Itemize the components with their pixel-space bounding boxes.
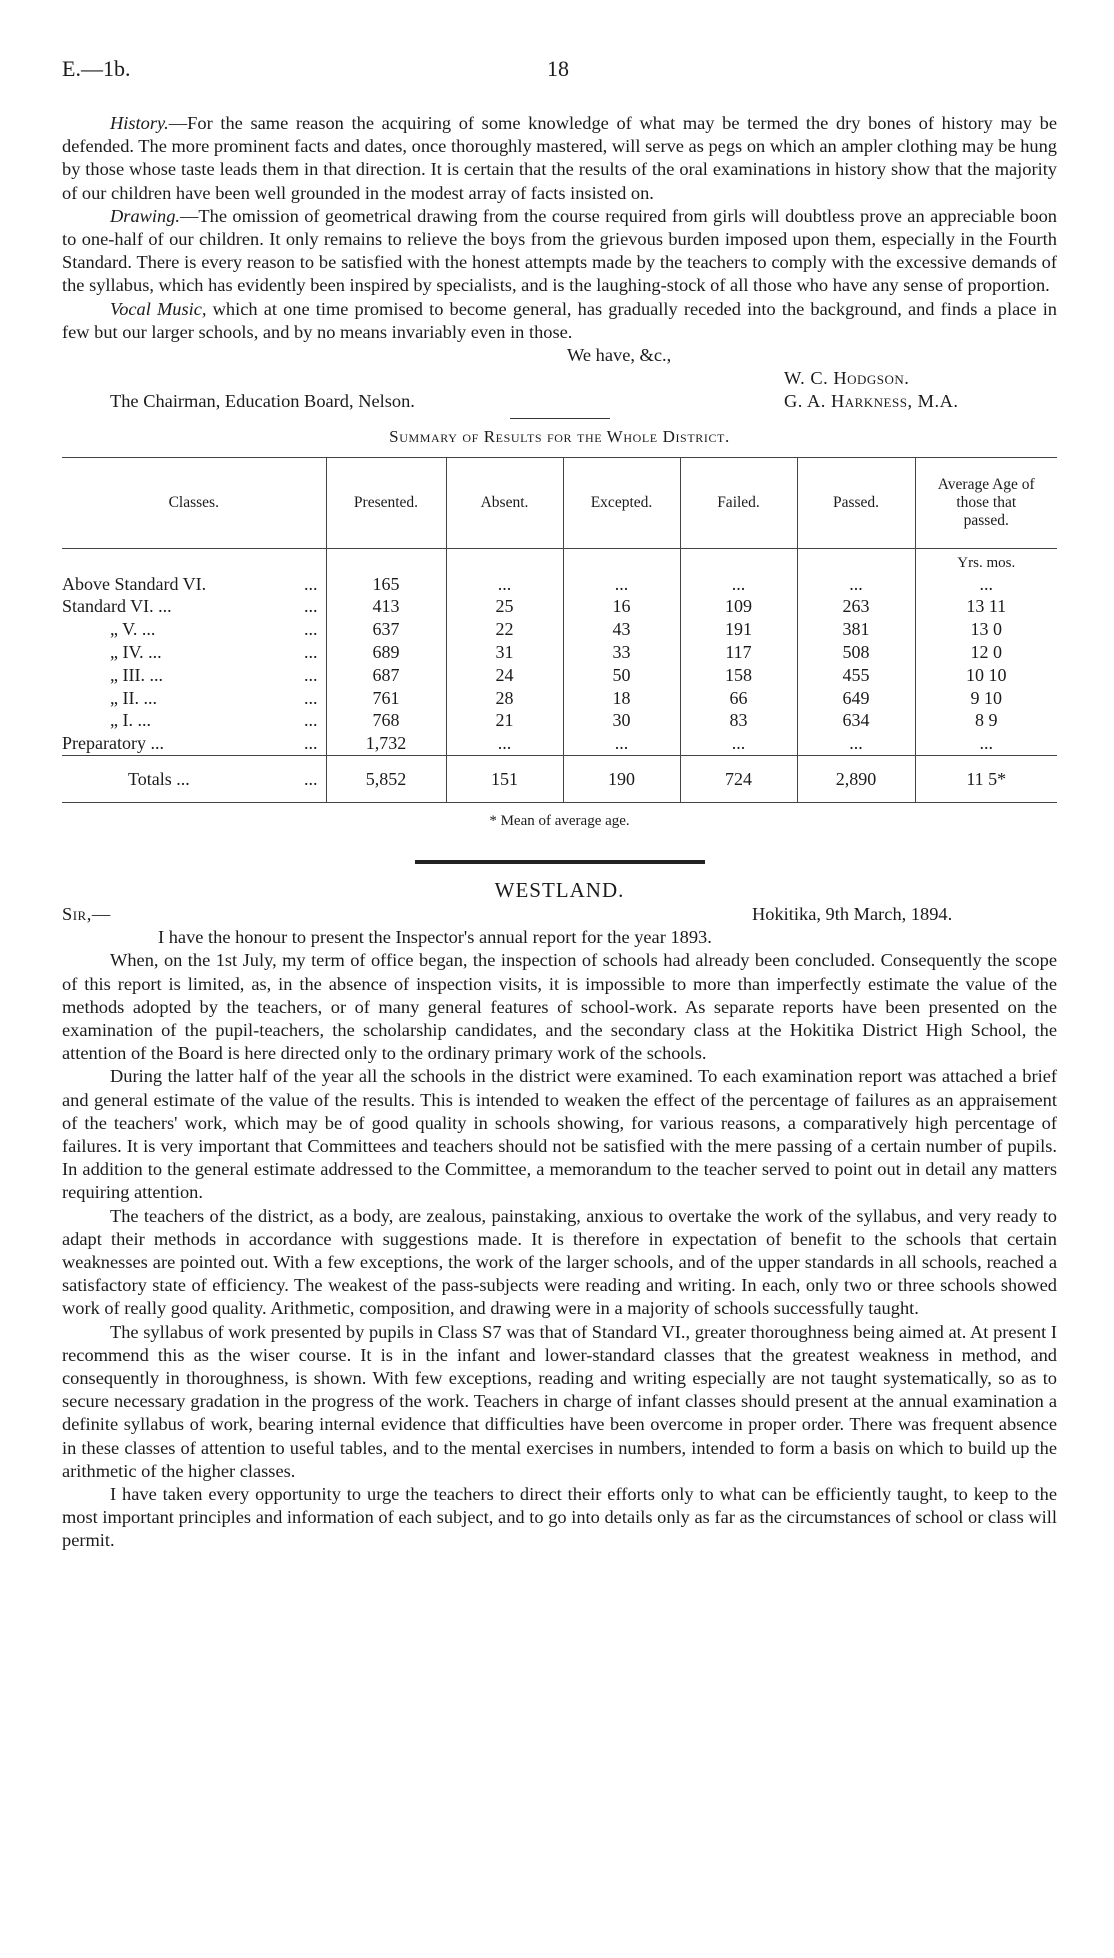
class-label-cell xyxy=(62,664,326,687)
divider xyxy=(510,418,610,419)
paragraph-text: —The omission of geometrical drawing from the course required from girls will doubtless prove an appreciable boon to one-half of our children. It only remains to relieve the boys from the grievous burden imposed upon them, especially in the Fourth Standard. There is every reason to be satisfied with the honest attempts made by the teachers to comply with the excessive demands of the syllabus, which has evidently been inspired by specialists, and is the laughing-stock of all those who have any sense of proportion. xyxy=(62,205,1057,296)
class-label: „ III. ... xyxy=(110,664,163,685)
cell-failed: ... xyxy=(680,573,797,596)
paragraph: During the latter half of the year all the schools in the district were examined. To each examination report was attached a brief and general estimate of the value of the results. This is intended to weaken the effect of the percentage of failures as an appraisement of the teachers' work, which may be of good quality in schools showing, for various reasons, a comparatively high percentage of failures. It is very important that Committees and teachers should not be satisfied with the mere passing of a certain number of pupils. In addition to the general estimate addressed to the Committee, a memorandum to the teacher served to point out in detail any matters requiring attention. xyxy=(62,1066,1057,1203)
class-label-cell xyxy=(62,618,326,641)
class-label-cell xyxy=(62,709,326,732)
leader-dots: ... xyxy=(304,768,318,789)
table-row xyxy=(62,687,1057,710)
cell-age: ... xyxy=(915,732,1057,755)
column-header-classes: Classes. xyxy=(62,457,326,548)
cell-failed: 83 xyxy=(680,709,797,732)
cell-age: 13 11 xyxy=(915,595,1057,618)
signer-1: W. C. Hodgson. xyxy=(784,368,910,389)
cell-presented: 165 xyxy=(326,573,446,596)
cell-absent: 22 xyxy=(446,618,563,641)
page-number: 18 xyxy=(547,56,569,81)
signoff-row-1 xyxy=(62,344,1057,367)
cell-failed: ... xyxy=(680,732,797,755)
cell-presented: 689 xyxy=(326,641,446,664)
leader-dots: ... xyxy=(304,573,318,594)
cell-presented: 761 xyxy=(326,687,446,710)
table-row xyxy=(62,618,1057,641)
cell-presented: 768 xyxy=(326,709,446,732)
cell-age: 8 9 xyxy=(915,709,1057,732)
cell-passed: 455 xyxy=(797,664,915,687)
cell-presented: 1,732 xyxy=(326,732,446,755)
cell-excepted: 43 xyxy=(563,618,680,641)
paragraph-history xyxy=(62,112,1057,205)
cell-passed: 508 xyxy=(797,641,915,664)
class-label: Above Standard VI. xyxy=(62,573,207,594)
column-header-failed: Failed. xyxy=(680,457,797,548)
cell-absent: 28 xyxy=(446,687,563,710)
column-header-passed: Passed. xyxy=(797,457,915,548)
class-label-cell xyxy=(62,687,326,710)
cell-age: 10 10 xyxy=(915,664,1057,687)
totals-label-cell xyxy=(62,755,326,802)
table-row xyxy=(62,664,1057,687)
westland-report-body xyxy=(62,926,1057,1552)
place-date: Hokitika, 9th March, 1894. xyxy=(752,903,953,924)
totals-label: Totals ... xyxy=(128,768,190,789)
totals-excepted: 190 xyxy=(563,755,680,802)
cell-absent: 31 xyxy=(446,641,563,664)
column-header-average-age: Average Age of those that passed. xyxy=(915,457,1057,548)
cell-excepted: 16 xyxy=(563,595,680,618)
cell-age: 13 0 xyxy=(915,618,1057,641)
class-label-cell xyxy=(62,573,326,596)
cell-passed: ... xyxy=(797,732,915,755)
cell-presented: 637 xyxy=(326,618,446,641)
class-label: „ V. ... xyxy=(110,619,156,640)
cell-absent: ... xyxy=(446,732,563,755)
column-header-absent: Absent. xyxy=(446,457,563,548)
cell-failed: 191 xyxy=(680,618,797,641)
paragraph: When, on the 1st July, my term of office began, the inspection of schools had already been concluded. Consequently the scope of this report is limited, as, in the absence of inspection visits, it is impossible to more than imperfectly estimate the value of the methods adopted by the teachers, or of many general features of school-work. As separate reports have been presented on the examination of the pupil-teachers, the scholarship candidates, and the secondary class at the Hokitika District High School, the attention of the Board is here directed only to the ordinary primary work of the schools. xyxy=(62,950,1057,1064)
summary-table-title: Summary of Results for the Whole District. xyxy=(389,426,730,446)
paragraph-text: which at one time promised to become general, has gradually receded into the background, and finds a place in few but our larger schools, and by no means invariably even in those. xyxy=(62,298,1057,342)
table-row xyxy=(62,709,1057,732)
cell-failed: 158 xyxy=(680,664,797,687)
table-row xyxy=(62,732,1057,755)
salutation: Sir,— xyxy=(62,903,111,924)
cell-absent: 24 xyxy=(446,664,563,687)
leader-dots: ... xyxy=(304,596,318,617)
cell-excepted: 50 xyxy=(563,664,680,687)
section-title-westland: WESTLAND. xyxy=(494,877,625,902)
cell-passed: 263 xyxy=(797,595,915,618)
cell-failed: 66 xyxy=(680,687,797,710)
paragraph-lead: Drawing. xyxy=(110,205,180,226)
table-header-row xyxy=(62,457,1057,548)
cell-excepted: 30 xyxy=(563,709,680,732)
salutation-row xyxy=(62,903,1057,926)
leader-dots: ... xyxy=(304,687,318,708)
column-header-presented: Presented. xyxy=(326,457,446,548)
table-row xyxy=(62,573,1057,596)
totals-passed: 2,890 xyxy=(797,755,915,802)
leader-dots: ... xyxy=(304,733,318,754)
class-label-cell xyxy=(62,641,326,664)
cell-excepted: ... xyxy=(563,732,680,755)
class-label-cell xyxy=(62,595,326,618)
units-row xyxy=(62,548,1057,573)
cell-absent: 25 xyxy=(446,595,563,618)
paragraph: The teachers of the district, as a body, are zealous, painstaking, anxious to overtake the work of the syllabus, and very ready to adapt their methods in accordance with suggestions made. It is therefore in expectation of benefit to the schools that certain weaknesses are pointed out. With a few exceptions, the work of the larger schools, and of the upper standards in all schools, reached a satisfactory state of efficiency. The weakest of the pass-subjects were reading and writing. In each, only two or three schools showed work of really good quality. Arithmetic, composition, and drawing were in a majority of schools successfully taught. xyxy=(62,1205,1057,1319)
cell-absent: 21 xyxy=(446,709,563,732)
cell-passed: ... xyxy=(797,573,915,596)
leader-dots: ... xyxy=(304,664,318,685)
class-label: „ I. ... xyxy=(110,710,151,731)
document-reference: E.—1b. xyxy=(62,56,131,81)
page-header xyxy=(62,44,1057,84)
column-header-excepted: Excepted. xyxy=(563,457,680,548)
table-footnote: * Mean of average age. xyxy=(489,812,630,829)
paragraph-lead: History. xyxy=(110,113,169,133)
signer-2: G. A. Harkness, M.A. xyxy=(784,391,959,412)
signoff-row-2 xyxy=(62,367,1057,390)
cell-age: 9 10 xyxy=(915,687,1057,710)
leader-dots: ... xyxy=(304,619,318,640)
cell-failed: 109 xyxy=(680,595,797,618)
paragraph: I have the honour to present the Inspector's annual report for the year 1893. xyxy=(158,927,712,948)
addressee: The Chairman, Education Board, Nelson. xyxy=(110,391,415,412)
class-label-cell xyxy=(62,732,326,755)
paragraph-drawing xyxy=(62,205,1057,298)
cell-failed: 117 xyxy=(680,641,797,664)
cell-presented: 413 xyxy=(326,595,446,618)
age-units: Yrs. mos. xyxy=(915,548,1057,573)
class-label: „ IV. ... xyxy=(110,641,162,662)
cell-absent: ... xyxy=(446,573,563,596)
totals-row xyxy=(62,755,1057,802)
totals-absent: 151 xyxy=(446,755,563,802)
cell-presented: 687 xyxy=(326,664,446,687)
paragraph-vocal-music xyxy=(62,298,1057,344)
cell-passed: 381 xyxy=(797,618,915,641)
paragraph-text: —For the same reason the acquiring of some knowledge of what may be termed the dry bones of history may be defended. The more prominent facts and dates, once thoroughly mastered, will serve as pegs on which an ampler clothing may be hung by those whose taste leads them in that direction. It is certain that the results of the oral examinations in history show that the majority of our children have been well grounded in the modest array of facts insisted on. xyxy=(62,113,1057,203)
summary-table xyxy=(62,457,1057,803)
class-label: „ II. ... xyxy=(110,687,157,708)
cell-passed: 634 xyxy=(797,709,915,732)
cell-age: ... xyxy=(915,573,1057,596)
table-row xyxy=(62,595,1057,618)
paragraph-lead: Vocal Music, xyxy=(110,298,207,319)
totals-presented: 5,852 xyxy=(326,755,446,802)
section-divider xyxy=(415,860,705,864)
cell-excepted: 18 xyxy=(563,687,680,710)
class-label: Standard VI. ... xyxy=(62,596,172,617)
cell-excepted: ... xyxy=(563,573,680,596)
paragraph: I have taken every opportunity to urge the teachers to direct their efforts only to what can be efficiently taught, to keep to the most important principles and information of each subject, and to go into details only as far as the circumstances of school or class will permit. xyxy=(62,1484,1057,1551)
closing-line: We have, &c., xyxy=(567,345,672,366)
cell-age: 12 0 xyxy=(915,641,1057,664)
leader-dots: ... xyxy=(304,710,318,731)
signoff-row-3 xyxy=(62,390,1057,413)
document-page xyxy=(62,44,1057,1553)
paragraph: The syllabus of work presented by pupils in Class S7 was that of Standard VI., greater thoroughness being aimed at. At present I recommend this as the wiser course. It is in the infant and lower-standard classes that the greatest weakness in method, and consequently in thoroughness, is shown. With few exceptions, reading and writing especially are not taught systematically, so as to secure necessary gradation in the progress of the work. Teachers in charge of infant classes should present at the annual examination a definite syllabus of work, bearing internal evidence that difficulties have been overcome in proper order. There was frequent absence in these classes of attention to useful tables, and to the mental exercises in numbers, intended to form a basis on which to build up the arithmetic of the higher classes. xyxy=(62,1321,1057,1481)
totals-failed: 724 xyxy=(680,755,797,802)
nelson-report-conclusion xyxy=(62,112,1057,419)
class-label: Preparatory ... xyxy=(62,733,164,754)
cell-passed: 649 xyxy=(797,687,915,710)
table-row xyxy=(62,641,1057,664)
totals-age: 11 5* xyxy=(915,755,1057,802)
cell-excepted: 33 xyxy=(563,641,680,664)
leader-dots: ... xyxy=(304,641,318,662)
